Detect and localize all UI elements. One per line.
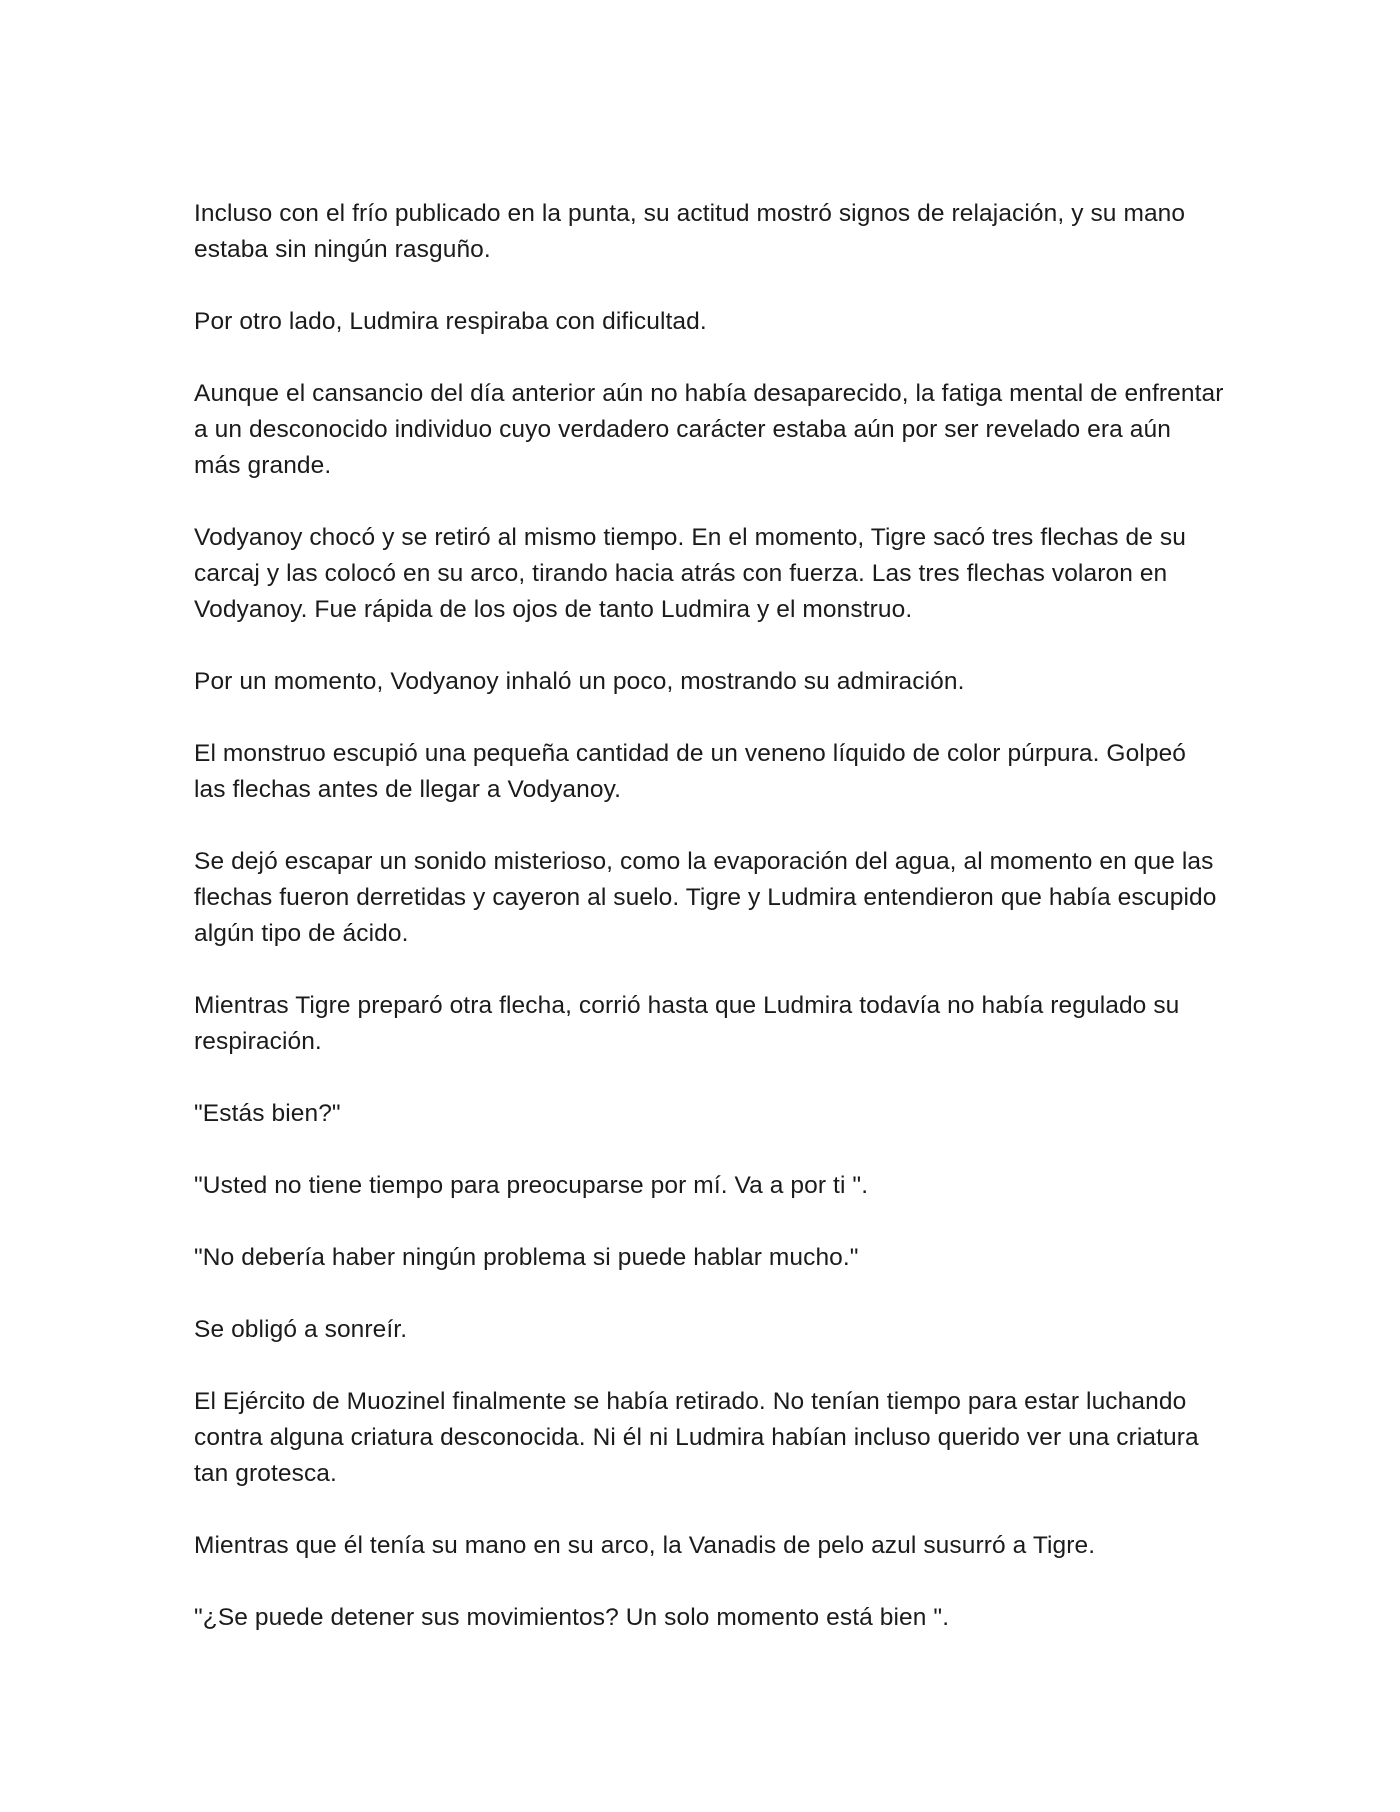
paragraph: Incluso con el frío publicado en la punta, su actitud mostró signos de relajación, y su mano estaba sin ningún rasguño. <box>194 200 1186 263</box>
paragraph: Mientras Tigre preparó otra flecha, corrió hasta que Ludmira todavía no había regulado su respiración. <box>194 992 1180 1055</box>
dialogue-line: "Estás bien?" <box>194 1100 341 1127</box>
paragraph: Vodyanoy chocó y se retiró al mismo tiempo. En el momento, Tigre sacó tres flechas de su carcaj y las colocó en su arco, tirando hacia atrás con fuerza. Las tres flechas volaron en Vodyanoy. Fue rápida de los ojos de tanto Ludmira y el monstruo. <box>194 524 1186 623</box>
paragraph: Mientras que él tenía su mano en su arco, la Vanadis de pelo azul susurró a Tigre. <box>194 1532 1096 1559</box>
dialogue-line: "Usted no tiene tiempo para preocuparse por mí. Va a por ti ". <box>194 1172 869 1199</box>
paragraph: Por un momento, Vodyanoy inhaló un poco, mostrando su admiración. <box>194 668 965 695</box>
paragraph: Por otro lado, Ludmira respiraba con dificultad. <box>194 308 707 335</box>
paragraph: El Ejército de Muozinel finalmente se había retirado. No tenían tiempo para estar luchando contra alguna criatura desconocida. Ni él ni Ludmira habían incluso querido ver una criatura tan grotesca. <box>194 1388 1199 1487</box>
paragraph: Se dejó escapar un sonido misterioso, como la evaporación del agua, al momento en que las flechas fueron derretidas y cayeron al suelo. Tigre y Ludmira entendieron que había escupido algún tipo de ácido. <box>194 848 1217 947</box>
dialogue-line: "No debería haber ningún problema si puede hablar mucho." <box>194 1244 859 1271</box>
paragraph: Aunque el cansancio del día anterior aún no había desaparecido, la fatiga mental de enfrentar a un desconocido individuo cuyo verdadero carácter estaba aún por ser revelado era aún más grande. <box>194 380 1224 479</box>
dialogue-line: "¿Se puede detener sus movimientos? Un solo momento está bien ". <box>194 1604 950 1631</box>
paragraph: El monstruo escupió una pequeña cantidad de un veneno líquido de color púrpura. Golpeó las flechas antes de llegar a Vodyanoy. <box>194 740 1187 803</box>
document-body <box>194 196 1224 1672</box>
paragraph: Se obligó a sonreír. <box>194 1316 408 1343</box>
